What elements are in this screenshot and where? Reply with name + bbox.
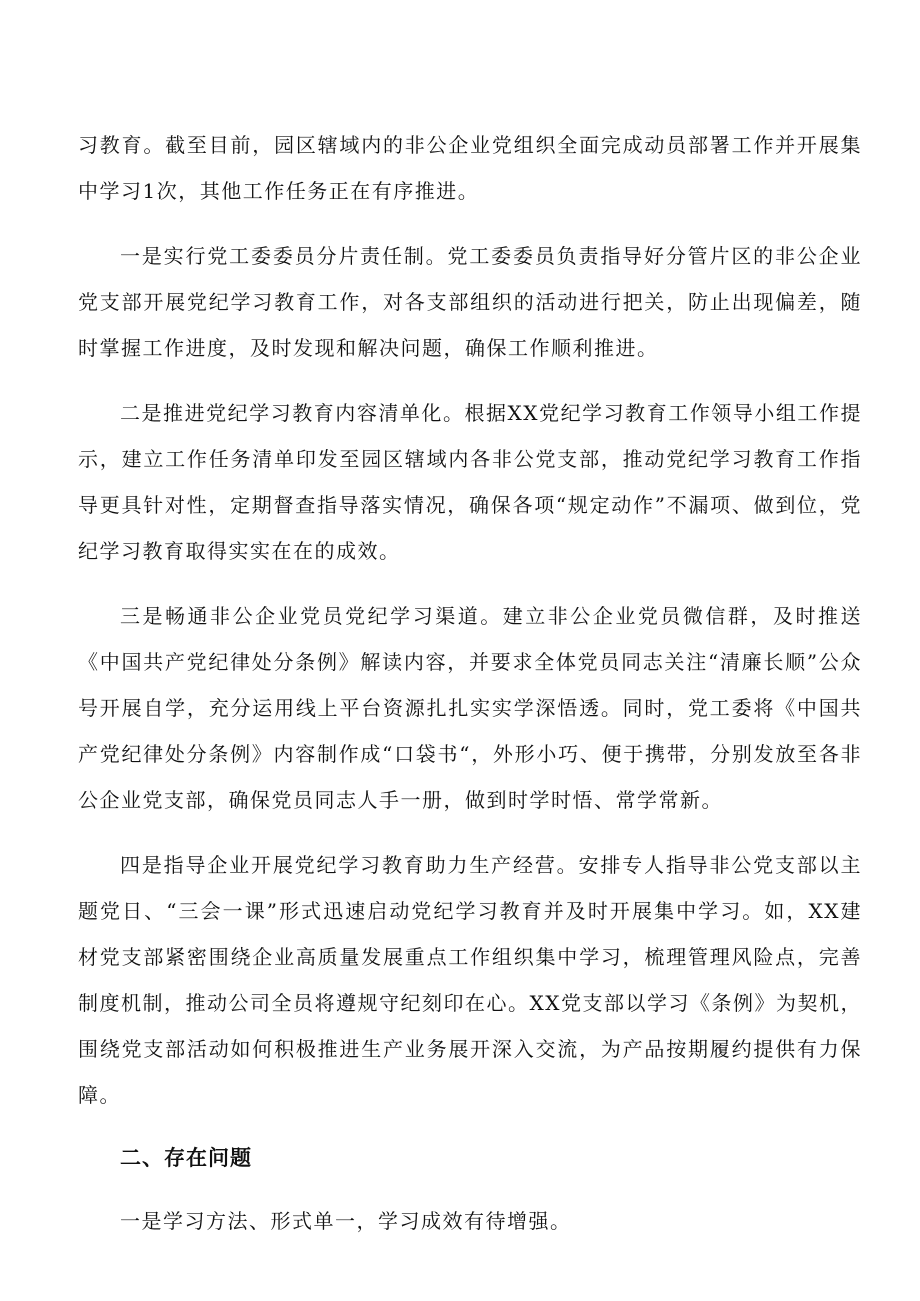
paragraph-point-one: 一是实行党工委委员分片责任制。党工委委员负责指导好分管片区的非公企业党支部开展党纪学习教育工作，对各支部组织的活动进行把关，防止出现偏差，随时掌握工作进度，及时发现和解决问题，确保工作顺利推进。 [78, 244, 862, 360]
paragraph-problem-one: 一是学习方法、形式单一，学习成效有待增强。 [120, 1209, 572, 1233]
section-heading-problems: 二、存在问题 [120, 1146, 252, 1170]
paragraph-point-two: 二是推进党纪学习教育内容清单化。根据XX党纪学习教育工作领导小组工作提示，建立工作任务清单印发至园区辖域内各非公党支部，推动党纪学习教育工作指导更具针对性，定期督查指导落实情况，确保各项“规定动作”不漏项、做到位，党纪学习教育取得实实在在的成效。 [78, 401, 862, 563]
document-body [78, 122, 862, 1244]
paragraph-point-four: 四是指导企业开展党纪学习教育助力生产经营。安排专人指导非公党支部以主题党日、“三会一课”形式迅速启动党纪学习教育并及时开展集中学习。如，XX建材党支部紧密围绕企业高质量发展重点工作组织集中学习，梳理管理风险点，完善制度机制，推动公司全员将遵规守纪刻印在心。XX党支部以学习《条例》为契机，围绕党支部活动如何积极推进生产业务展开深入交流，为产品按期履约提供有力保障。 [78, 853, 862, 1107]
paragraph-continuation: 习教育。截至目前，园区辖域内的非公企业党组织全面完成动员部署工作并开展集中学习1次，其他工作任务正在有序推进。 [78, 133, 862, 203]
paragraph-point-three: 三是畅通非公企业党员党纪学习渠道。建立非公企业党员微信群，及时推送《中国共产党纪律处分条例》解读内容，并要求全体党员同志关注“清廉长顺”公众号开展自学，充分运用线上平台资源扎扎实实学深悟透。同时，党工委将《中国共产党纪律处分条例》内容制作成“口袋书“，外形小巧、便于携带，分别发放至各非公企业党支部，确保党员同志人手一册，做到时学时悟、常学常新。 [78, 604, 862, 812]
